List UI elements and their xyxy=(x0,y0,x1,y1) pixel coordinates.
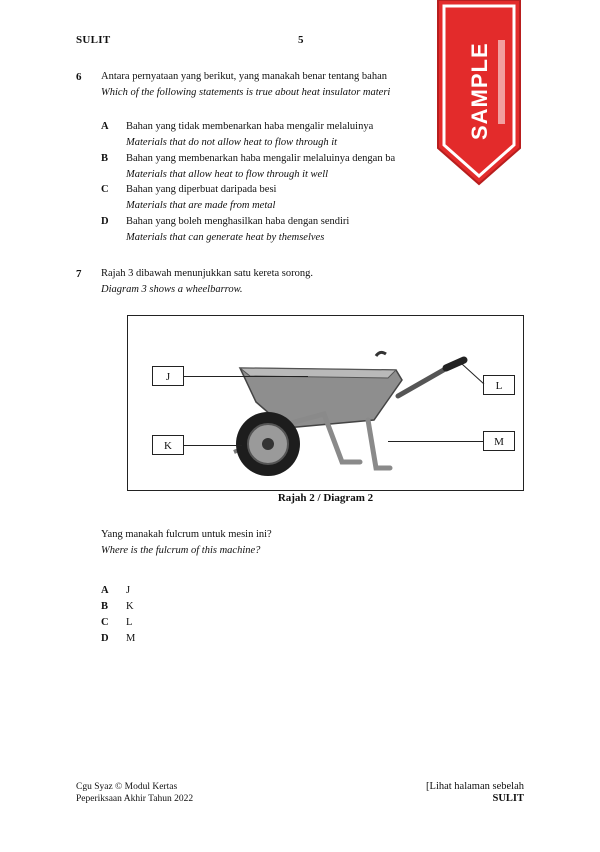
option-text-malay: Bahan yang membenarkan haba mengalir melaluinya dengan ba xyxy=(126,153,396,164)
leader-line-m xyxy=(388,441,483,442)
option-letter: C xyxy=(101,617,109,628)
option-text-english: Materials that are made from metal xyxy=(126,200,276,211)
page-number: 5 xyxy=(298,34,304,46)
option-text: L xyxy=(126,617,133,628)
question-7-number: 7 xyxy=(76,268,82,280)
option-letter: A xyxy=(101,585,109,596)
wheelbarrow-diagram xyxy=(127,315,524,491)
question-6-stem-malay: Antara pernyataan yang berikut, yang manakah benar tentang bahan xyxy=(101,71,388,82)
option-text-malay: Bahan yang tidak membenarkan haba mengalir melaluinya xyxy=(126,121,374,132)
footer-right xyxy=(426,781,524,805)
wheelbarrow-illustration xyxy=(128,316,523,490)
question-6-stem-english: Which of the following statements is true about heat insulator materi xyxy=(101,87,391,98)
diagram-caption: Rajah 2 / Diagram 2 xyxy=(277,492,374,504)
label-j: J xyxy=(152,366,184,386)
leader-line-l xyxy=(458,360,486,388)
option-letter: D xyxy=(101,633,109,644)
option-text: M xyxy=(126,633,136,644)
header-sulit: SULIT xyxy=(76,34,111,46)
option-text-english: Materials that can generate heat by themselves xyxy=(126,232,325,243)
label-m: M xyxy=(483,431,515,451)
leader-line-k xyxy=(184,445,242,446)
option-letter: D xyxy=(101,216,109,227)
question-7-stem-english: Diagram 3 shows a wheelbarrow. xyxy=(101,284,243,295)
question-7-prompt-english: Where is the fulcrum of this machine? xyxy=(101,545,261,556)
footer-next-page: [Lihat halaman sebelah xyxy=(426,781,524,792)
footer-sulit: SULIT xyxy=(492,793,524,804)
option-text-malay: Bahan yang boleh menghasilkan haba dengan sendiri xyxy=(126,216,350,227)
question-7-prompt-malay: Yang manakah fulcrum untuk mesin ini? xyxy=(101,529,272,540)
option-letter: C xyxy=(101,184,109,195)
option-letter: B xyxy=(101,153,109,164)
label-k: K xyxy=(152,435,184,455)
option-text-malay: Bahan yang diperbuat daripada besi xyxy=(126,184,277,195)
option-letter: A xyxy=(101,121,109,132)
footer-credit: Cgu Syaz © Modul Kertas xyxy=(76,782,178,792)
option-text-english: Materials that do not allow heat to flow through it xyxy=(126,137,338,148)
option-text: K xyxy=(126,601,134,612)
question-7-stem-malay: Rajah 3 dibawah menunjukkan satu kereta sorong. xyxy=(101,268,313,279)
option-letter: B xyxy=(101,601,109,612)
option-text-english: Materials that allow heat to flow through it well xyxy=(126,169,329,180)
question-6-number: 6 xyxy=(76,71,82,83)
footer-left xyxy=(76,781,193,805)
label-l: L xyxy=(483,375,515,395)
footer-exam-name: Peperiksaan Akhir Tahun 2022 xyxy=(76,794,194,804)
sample-stamp-text: SAMPLE xyxy=(467,42,492,140)
leader-line-j xyxy=(184,376,308,377)
option-text: J xyxy=(126,585,131,596)
